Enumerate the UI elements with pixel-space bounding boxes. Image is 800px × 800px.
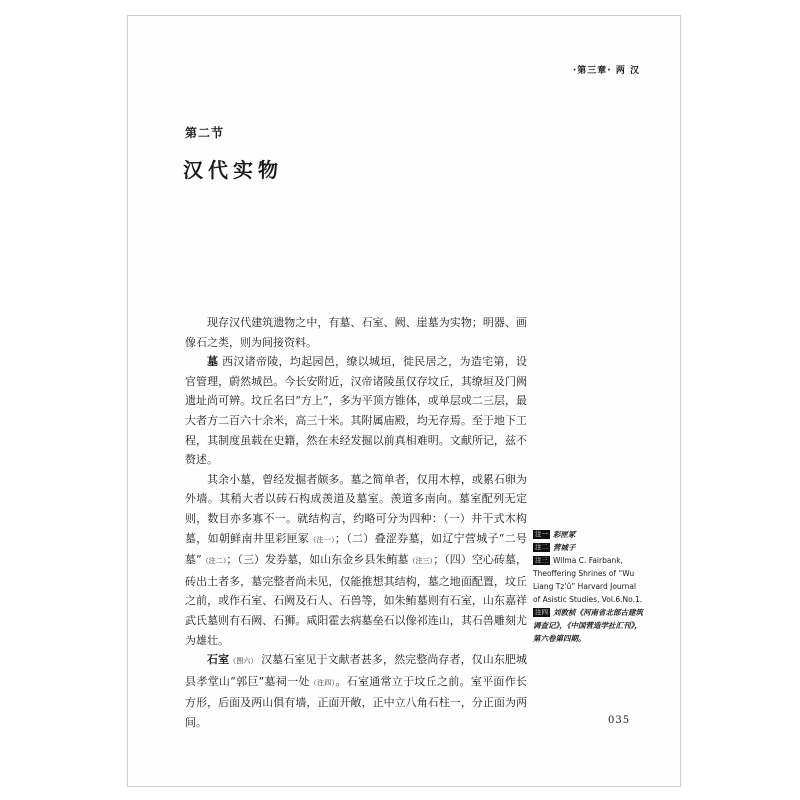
paragraph [185, 352, 527, 470]
note-tag: 注三 [535, 556, 548, 564]
note-text: 刘敦桢《河南省北部古建筑调查记》，《中国营造学社汇刊》，第六卷第四期。 [533, 608, 643, 643]
section-title: 汉代实物 [183, 158, 283, 182]
note-ref: （注三） [408, 557, 434, 566]
note-4 [533, 606, 645, 645]
paragraph [185, 650, 527, 732]
sidenotes [533, 528, 645, 645]
paragraph-text: 西汉诸帝陵，均起园邑，缭以城垣，徙民居之，为造宅第，设官管理，蔚然城邑。今长安附近，汉帝诸陵虽仅存坟丘，其缭垣及门阙遗址尚可辨。坟丘名曰“方上”，多为平顶方锥体，或单层或二三层，最大者方二百六十余米，高三十米。其附属庙殿，均无存焉。至于地下工程，其制度虽载在史籍，然在未经发掘以前真相难明。文献所记，兹不赘述。 [185, 355, 528, 467]
note-tag: 注二 [535, 543, 548, 551]
note-2 [533, 541, 645, 554]
body-text [185, 313, 527, 732]
note-text: Wilma C. Fairbank, Theoffering Shrines of “Wu Liang Tz’û” Harvard Journal of Asistic Studies, Vol.6.No.1. [533, 556, 643, 604]
text-run: 其余小墓，曾经发掘者颇多。墓之简单者，仅用木椁，或累石卵为外墙。其稍大者以砖石构成羡道及墓室。羡道多南向。墓室配列无定则，数目亦多寡不一。就结构言，约略可分为四种：（一）井干式木构墓，如朝鲜南井里彩匣冢 [185, 472, 527, 545]
paragraph-lead: 石室 [207, 653, 230, 667]
note-1 [533, 528, 645, 541]
paragraph-text: 现存汉代建筑遗物之中，有墓、石室、阙、崖墓为实物；明器、画像石之类，则为间接资料。 [185, 316, 527, 349]
note-tag: 注一 [535, 530, 548, 538]
note-3 [533, 554, 645, 606]
paragraph [185, 313, 527, 352]
text-run: ；（二）叠涩券墓，如辽宁营城子“二号墓” [185, 531, 528, 567]
note-text: 彩匣冢 [553, 530, 576, 539]
text-run: ；（四）空心砖墓，砖出土者多，墓完整者尚未见，仅能推想其结构，墓之地面配置，坟丘之前，或作石室、石阙及石人、石兽等，如朱鲔墓则有石室，山东嘉祥武氏墓则有石阙、石狮。咸阳霍去病墓垒石以像祁连山，其石兽雕刻尤为雄壮。 [185, 553, 528, 647]
figure-ref: （图六） [229, 657, 258, 666]
note-ref: （注二） [201, 557, 227, 566]
note-ref: （注四） [309, 678, 336, 687]
running-head: ·第三章· 两 汉 [572, 66, 640, 76]
text-run: ；（三）发券墓，如山东金乡县朱鲔墓 [226, 553, 409, 567]
note-text: 营城子 [553, 543, 576, 552]
note-ref: （注一） [309, 535, 335, 544]
text-run: 。石室通常立于坟丘之前。室平面作长方形，后面及两山俱有墙，正面开敞，正中立八角石柱一，分正面为两间。 [185, 674, 527, 729]
text-run: 汉墓石室见于文献者甚多，然完整尚存者，仅山东肥城县孝堂山“郭巨”墓祠一处 [185, 653, 528, 688]
section-label: 第二节 [185, 126, 225, 140]
note-tag: 注四 [535, 608, 548, 616]
paragraph-lead: 墓 [207, 355, 219, 369]
page-number: 035 [608, 715, 631, 726]
paragraph [185, 470, 527, 650]
